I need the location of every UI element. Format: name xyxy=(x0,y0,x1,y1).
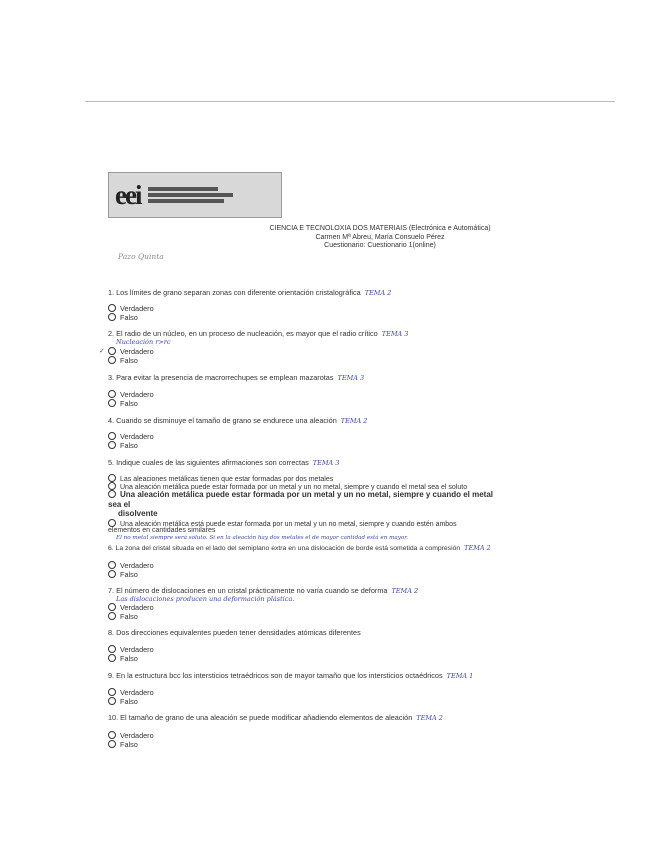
radio-icon[interactable] xyxy=(108,390,116,398)
handwritten-note: El no metal siempre será soluto. Si en la aleación hay dos metales el de mayor cantidad está en mayor. xyxy=(116,535,409,541)
option-false[interactable]: Falso xyxy=(108,570,138,579)
topic-tag: TEMA 2 xyxy=(391,587,419,595)
question-3 xyxy=(108,373,364,382)
radio-icon[interactable] xyxy=(108,347,116,355)
radio-icon[interactable] xyxy=(108,645,116,653)
radio-icon[interactable] xyxy=(108,432,116,440)
topic-tag: TEMA 1 xyxy=(446,672,474,680)
topic-tag: TEMA 3 xyxy=(337,374,365,382)
radio-icon[interactable] xyxy=(108,399,116,407)
topic-tag: TEMA 3 xyxy=(312,459,340,467)
option-true[interactable]: Verdadero xyxy=(108,688,154,697)
option-false[interactable]: Falso xyxy=(108,399,138,408)
radio-icon[interactable] xyxy=(108,304,116,312)
topic-tag: TEMA 2 xyxy=(364,289,392,297)
radio-icon[interactable] xyxy=(108,570,116,578)
topic-tag: TEMA 2 xyxy=(340,417,368,425)
option-true[interactable]: Verdadero xyxy=(108,561,154,570)
radio-icon[interactable] xyxy=(108,697,116,705)
option-b[interactable]: Una aleación metálica puede estar formada por un metal y un no metal, siempre y cuando el metal sea el soluto xyxy=(108,482,467,491)
radio-icon[interactable] xyxy=(108,441,116,449)
question-4 xyxy=(108,416,367,425)
question-text: 3. Para evitar la presencia de macrorrechupes se emplean mazarotas xyxy=(108,373,334,382)
radio-icon[interactable] xyxy=(108,612,116,620)
course-title: CIENCIA E TECNOLOXIA DOS MATERIAIS (Electrónica e Automática) xyxy=(269,225,491,232)
document-header xyxy=(200,225,560,251)
question-text: 6. La zona del cristal situada en el lado del semiplano extra en una dislocación de borde está sometida a compresión xyxy=(108,545,461,552)
option-true[interactable]: Verdadero xyxy=(108,645,154,654)
option-true[interactable]: Verdadero xyxy=(108,304,154,313)
radio-icon[interactable] xyxy=(108,688,116,696)
option-false[interactable]: Falso xyxy=(108,697,138,706)
radio-icon[interactable] xyxy=(108,356,116,364)
question-10 xyxy=(108,713,443,722)
radio-icon[interactable] xyxy=(108,519,116,527)
option-false[interactable]: Falso xyxy=(108,356,138,365)
radio-icon[interactable] xyxy=(108,313,116,321)
topic-tag: TEMA 2 xyxy=(416,714,443,722)
handwritten-note: Las dislocaciones producen una deformación plástica. xyxy=(116,595,295,603)
question-1 xyxy=(108,288,391,297)
question-8 xyxy=(108,628,361,637)
option-true[interactable]: Verdadero xyxy=(108,347,154,356)
topic-tag: TEMA 3 xyxy=(381,330,409,338)
logo-text-lines xyxy=(148,187,233,203)
question-6 xyxy=(108,544,491,552)
radio-icon[interactable] xyxy=(108,731,116,739)
question-text: 4. Cuando se disminuye el tamaño de grano se endurece una aleación xyxy=(108,416,337,425)
option-true[interactable]: Verdadero xyxy=(108,603,154,612)
question-text: 1. Los límites de grano separan zonas con diferente orientación cristalográfica xyxy=(108,288,361,297)
question-5 xyxy=(108,458,339,467)
option-c-continued: sea el xyxy=(108,500,131,509)
option-false[interactable]: Falso xyxy=(108,313,138,322)
logo-mark: eei xyxy=(115,179,141,210)
handwritten-name: Pazo Quinta xyxy=(118,252,164,261)
option-c-continued: disolvente xyxy=(118,509,158,518)
option-false[interactable]: Falso xyxy=(108,654,138,663)
radio-icon[interactable] xyxy=(108,654,116,662)
question-text: 2. El radio de un núcleo, en un proceso de nucleación, es mayor que el radio crítico xyxy=(108,329,378,338)
radio-icon[interactable] xyxy=(108,740,116,748)
radio-icon[interactable] xyxy=(108,603,116,611)
option-d[interactable]: Una aleación metálica está puede estar formada por un metal y un no metal, siempre y cuando estén ambos xyxy=(108,519,457,528)
authors: Carmen Mª Abreu, María Consuelo Pérez xyxy=(315,233,445,241)
question-text: 8. Dos direcciones equivalentes pueden tener densidades atómicas diferentes xyxy=(108,628,361,637)
question-text: 5. Indique cuales de las siguientes afirmaciones son correctas xyxy=(108,458,309,467)
question-2 xyxy=(108,329,408,338)
option-true[interactable]: Verdadero xyxy=(108,432,154,441)
option-false[interactable]: Falso xyxy=(108,441,138,450)
topic-tag: TEMA 2 xyxy=(464,544,491,552)
radio-icon[interactable] xyxy=(108,490,116,498)
question-text: 10. El tamaño de grano de una aleación se puede modificar añadiendo elementos de aleación xyxy=(108,713,413,722)
quiz-title: Cuestionario: Cuestionario 1(online) xyxy=(324,242,436,249)
question-text: 7. El número de dislocaciones en un cristal prácticamente no varía cuando se deforma xyxy=(108,586,388,595)
answer-check-mark: ✓ xyxy=(99,348,105,355)
question-text: 9. En la estructura bcc los intersticios tetraédricos son de mayor tamaño que los intersticios octaédricos xyxy=(108,671,443,680)
option-false[interactable]: Falso xyxy=(108,740,138,749)
question-9 xyxy=(108,671,473,680)
scan-artifact-line xyxy=(85,101,615,102)
radio-icon[interactable] xyxy=(108,474,116,482)
option-true[interactable]: Verdadero xyxy=(108,731,154,740)
option-false[interactable]: Falso xyxy=(108,612,138,621)
option-c[interactable]: Una aleación metálica puede estar formada por un metal y un no metal, siempre y cuando el metal xyxy=(108,490,493,499)
radio-icon[interactable] xyxy=(108,482,116,490)
handwritten-note: Nucleación r>rc xyxy=(116,338,171,346)
option-d-continued: elementos en cantidades similares xyxy=(108,527,216,534)
option-true[interactable]: Verdadero xyxy=(108,390,154,399)
option-a[interactable]: Las aleaciones metálicas tienen que estar formadas por dos metales xyxy=(108,474,333,483)
radio-icon[interactable] xyxy=(108,561,116,569)
question-7 xyxy=(108,586,418,595)
university-logo xyxy=(108,172,282,218)
